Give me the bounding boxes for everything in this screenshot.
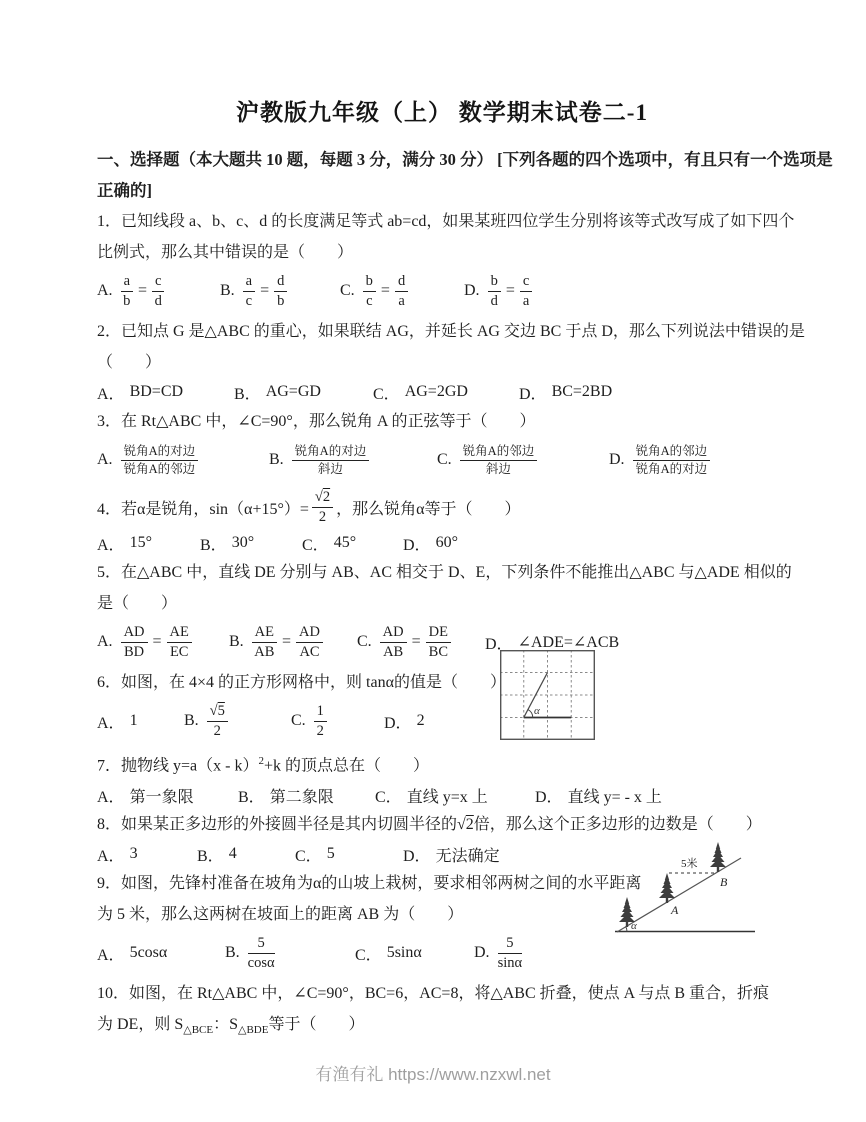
fraction: $\frac{AD}{BD}$ <box>121 624 148 660</box>
option-c: C． 直线 y=x 上 <box>375 788 488 806</box>
question-2 <box>97 316 805 406</box>
fraction: $\frac{\text{锐角A的邻边}}{\text{斜边}}$ <box>460 444 538 476</box>
question-4-options <box>97 529 787 557</box>
grid-figure <box>500 650 595 745</box>
question-5 <box>97 557 792 663</box>
option-a: A． 15° <box>97 534 152 554</box>
option-b: B. $\frac{5}{\cos\alpha}$ <box>225 935 275 971</box>
question-5-text-line1: 5．在△ABC 中，直线 DE 分别与 AB、AC 相交于 D、E，下列条件不能推出△ABC 与△ADE 相似的 <box>97 564 792 581</box>
fraction: $\frac{√2}{2}$ <box>312 489 333 525</box>
fraction: $\frac{d}{b}$ <box>274 273 287 309</box>
sqrt-sign: √ <box>457 816 466 834</box>
option-b: B. $\frac{a}{c}$ = $\frac{d}{b}$ <box>220 273 340 309</box>
question-2-options <box>97 378 787 406</box>
section-header <box>97 144 833 206</box>
option-c: C． 5sinα <box>355 944 422 964</box>
equals-sign: = <box>282 633 292 650</box>
slope-figure <box>603 836 761 941</box>
option-d: D. $\frac{b}{d}$ = $\frac{c}{a}$ <box>464 273 787 309</box>
footer-watermark: 有渔有礼 https://www.nzxwl.net <box>315 1065 551 1084</box>
angle-alpha-label: α <box>534 705 540 717</box>
option-b: B. $\frac{AE}{AB}$ = $\frac{AD}{AC}$ <box>229 624 357 660</box>
question-6-text: 6．如图，在 4×4 的正方形网格中，则 tanα的值是（ ） <box>97 674 506 691</box>
page-title: 沪教版九年级（上） 数学期末试卷二-1 <box>236 100 648 125</box>
point-a-label: A <box>671 903 679 917</box>
question-2-text-line2: （ ） <box>97 354 162 371</box>
fraction: $\frac{b}{d}$ <box>488 273 501 309</box>
question-1-text-line2: 比例式，那么其中错误的是（ ） <box>97 244 354 261</box>
option-b: B． 第二象限 <box>238 788 334 806</box>
fraction: $\frac{AE}{AB}$ <box>252 624 277 660</box>
option-a: A． 5cosα <box>97 944 168 964</box>
option-d: D． 无法确定 <box>403 847 500 865</box>
question-9-text-line1: 9．如图，先锋村准备在坡角为α的山坡上栽树，要求相邻两树之间的水平距离 <box>97 875 642 893</box>
fraction: $\frac{a}{c}$ <box>243 273 255 309</box>
distance-label: 5米 <box>681 858 698 870</box>
option-b: B． AG=GD <box>234 383 321 403</box>
fraction: $\frac{\text{锐角A的邻边}}{\text{锐角A的对边}}$ <box>633 444 711 476</box>
fraction: $\frac{AD}{AC}$ <box>296 624 323 660</box>
option-c: C． 45° <box>302 534 357 554</box>
question-9-text-line2: 为 5 米，那么这两树在坡面上的距离 AB 为（ ） <box>97 906 464 924</box>
option-b: B. $\frac{\text{锐角A的对边}}{\text{斜边}}$ <box>269 444 437 476</box>
question-10-text-line1: 10．如图，在 Rt△ABC 中，∠C=90°，BC=6，AC=8，将△ABC 折叠，使点 A 与点 B 重合，折痕 <box>97 985 769 1003</box>
question-5-text-line2: 是（ ） <box>97 595 178 612</box>
option-c: C． 5 <box>295 845 335 865</box>
option-c: C. $\frac{1}{2}$ <box>291 703 384 739</box>
option-c: C. $\frac{b}{c}$ = $\frac{d}{a}$ <box>340 273 464 309</box>
question-7-text: 7．抛物线 y=a（x - k）$^2$+k 的顶点总在（ ） <box>97 755 429 775</box>
option-d: D． 60° <box>403 534 458 554</box>
option-a: A． 第一象限 <box>97 788 194 806</box>
equals-sign: = <box>138 282 148 299</box>
option-d: D． 2 <box>384 712 425 732</box>
fraction: $\frac{d}{a}$ <box>395 273 408 309</box>
question-1 <box>97 206 795 312</box>
angle-arc <box>528 710 533 718</box>
sqrt-sign: √ <box>209 702 218 719</box>
subscript-triangle-bde: △BDE <box>238 1024 269 1037</box>
option-b: B． 4 <box>197 845 237 865</box>
grid-figure-svg <box>500 650 595 740</box>
question-3 <box>97 406 787 481</box>
equals-sign: = <box>505 282 515 299</box>
option-a: A. $\frac{a}{b}$ = $\frac{c}{d}$ <box>97 273 220 309</box>
option-d: D. $\frac{5}{\sin\alpha}$ <box>474 935 523 971</box>
fraction: $\frac{DE}{BC}$ <box>426 624 451 660</box>
question-6 <box>97 667 787 742</box>
option-b: B． 30° <box>200 534 255 554</box>
superscript-2: 2 <box>258 755 264 767</box>
section-header-line1: 一、选择题（本大题共 10 题，每题 3 分，满分 30 分） [下列各题的四个选项中，有且只有一个选项是 <box>97 150 833 169</box>
fraction: $\frac{c}{d}$ <box>152 273 164 309</box>
question-10 <box>97 978 787 1046</box>
sqrt-sign: √ <box>314 488 323 505</box>
equals-sign: = <box>380 282 390 299</box>
fraction: $\frac{\text{锐角A的对边}}{\text{斜边}}$ <box>292 444 370 476</box>
question-1-text-line1: 1．已知线段 a、b、c、d 的长度满足等式 ab=cd，如果某班四位学生分别将该等式改写成了如下四个 <box>97 213 795 230</box>
tree-icon <box>710 842 726 872</box>
fraction: $\frac{1}{2}$ <box>314 703 327 739</box>
option-a: A. $\frac{\text{锐角A的对边}}{\text{锐角A的邻边}}$ <box>97 444 269 476</box>
equals-sign: = <box>152 633 162 650</box>
fraction: $\frac{5}{\sin\alpha}$ <box>497 935 523 971</box>
subscript-triangle-bce: △BCE <box>183 1024 214 1037</box>
equals-sign: = <box>260 282 270 299</box>
option-a: A. $\frac{AD}{BD}$ = $\frac{AE}{EC}$ <box>97 624 229 660</box>
question-3-text: 3．在 Rt△ABC 中，∠C=90°，那么锐角 A 的正弦等于（ ） <box>97 413 536 430</box>
option-c: C. $\frac{\text{锐角A的邻边}}{\text{斜边}}$ <box>437 444 609 476</box>
fraction: $\frac{AE}{EC}$ <box>167 624 192 660</box>
point-b-label: B <box>720 875 728 889</box>
question-5-options <box>97 621 787 663</box>
question-4 <box>97 485 787 557</box>
angle-arc <box>626 926 627 931</box>
option-d: D. $\frac{\text{锐角A的邻边}}{\text{锐角A的对边}}$ <box>609 444 787 476</box>
question-7 <box>97 746 787 809</box>
option-d: D． ∠ADE=∠ACB <box>485 634 620 653</box>
question-3-options <box>97 439 787 481</box>
option-b: B. $\frac{√5}{2}$ <box>184 703 291 739</box>
option-a: A． BD=CD <box>97 383 184 403</box>
fraction: $\frac{AD}{AB}$ <box>380 624 407 660</box>
equals-sign: = <box>411 633 421 650</box>
section-header-line2: 正确的] <box>97 181 152 200</box>
question-8-text: 8．如果某正多边形的外接圆半径是其内切圆半径的√2倍，那么这个正多边形的边数是（ ） <box>97 816 762 834</box>
fraction: $\frac{\text{锐角A的对边}}{\text{锐角A的邻边}}$ <box>121 444 199 476</box>
question-10-text-line2: 为 DE，则 $S_{\triangle BCE}$：$S_{\triangle BDE}$等于（ ） <box>97 1016 365 1037</box>
option-c: C. $\frac{AD}{AB}$ = $\frac{DE}{BC}$ <box>357 624 485 660</box>
angle-alpha-label: α <box>631 920 637 932</box>
option-a: A． 3 <box>97 845 138 865</box>
fraction: $\frac{a}{b}$ <box>121 273 133 309</box>
slope-figure-svg <box>603 836 761 936</box>
option-c: C． AG=2GD <box>373 383 468 403</box>
question-4-text: 4．若α是锐角，sin（α+15°）= $\frac{√2}{2}$ ，那么锐角α等于（ ） <box>97 488 521 525</box>
question-2-text-line1: 2．已知点 G 是△ABC 的重心，如果联结 AG，并延长 AG 交边 BC 于点 D，那么下列说法中错误的是 <box>97 323 805 340</box>
question-6-options <box>97 700 787 742</box>
fraction: $\frac{√5}{2}$ <box>207 703 228 739</box>
option-d: D． 直线 y= - x 上 <box>535 788 662 806</box>
option-a: A． 1 <box>97 712 138 732</box>
fraction: $\frac{5}{\cos\alpha}$ <box>247 935 275 971</box>
question-1-options <box>97 270 787 312</box>
option-d: D． BC=2BD <box>519 383 613 403</box>
fraction: $\frac{c}{a}$ <box>520 273 532 309</box>
fraction: $\frac{b}{c}$ <box>363 273 376 309</box>
question-7-options <box>97 781 787 809</box>
